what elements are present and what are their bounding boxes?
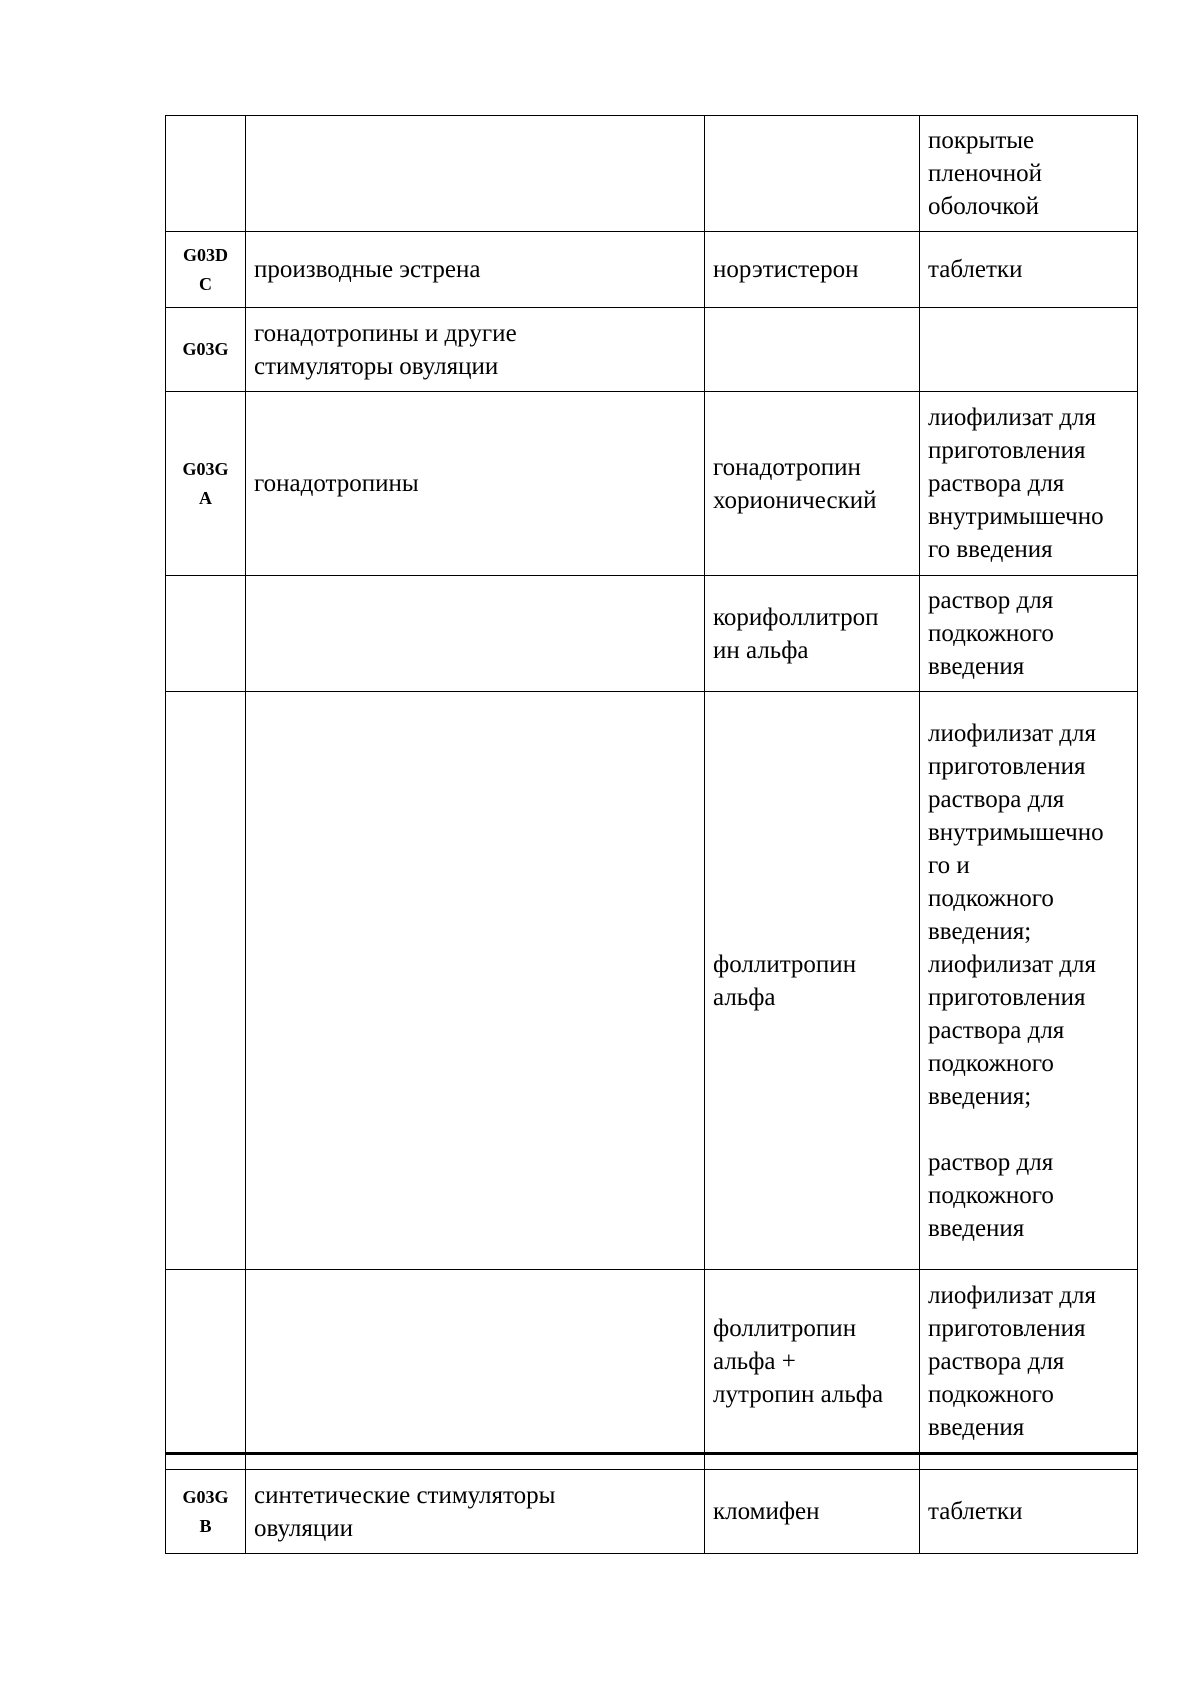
group-name-cell <box>246 116 705 232</box>
group-name-cell: гонадотропины <box>246 392 705 576</box>
drug-classification-table <box>165 115 1138 1554</box>
group-name-cell: производные эстрена <box>246 232 705 308</box>
group-name-cell: гонадотропины и другие стимуляторы овуляции <box>246 308 705 392</box>
atc-code-cell: G03G B <box>166 1470 246 1554</box>
table-row <box>166 1470 1138 1554</box>
table-row <box>166 692 1138 1270</box>
table-row <box>166 116 1138 232</box>
atc-code-cell <box>166 116 246 232</box>
table-row <box>166 392 1138 576</box>
table-row <box>166 308 1138 392</box>
substance-cell: фоллитропин альфа <box>705 692 920 1270</box>
dosage-form-cell: таблетки <box>920 232 1138 308</box>
table-row <box>166 576 1138 692</box>
dosage-form-cell <box>920 308 1138 392</box>
substance-cell: гонадотропин хорионический <box>705 392 920 576</box>
dosage-form-cell: раствор для подкожного введения <box>920 576 1138 692</box>
atc-code-cell: G03D C <box>166 232 246 308</box>
substance-cell: фоллитропин альфа + лутропин альфа <box>705 1270 920 1454</box>
dosage-form-cell: лиофилизат для приготовления раствора для внутримышечно го и подкожного введения; лиофилизат для приготовления раствора для подкожного введения; раствор для подкожного введения <box>920 692 1138 1270</box>
dosage-form-cell: таблетки <box>920 1470 1138 1554</box>
substance-cell: кломифен <box>705 1470 920 1554</box>
table-divider <box>166 1454 1138 1470</box>
table-row <box>166 232 1138 308</box>
dosage-form-cell: лиофилизат для приготовления раствора для внутримышечно го введения <box>920 392 1138 576</box>
substance-cell: норэтистерон <box>705 232 920 308</box>
atc-code-cell <box>166 576 246 692</box>
group-name-cell <box>246 692 705 1270</box>
atc-code-cell <box>166 692 246 1270</box>
atc-code-cell <box>166 1270 246 1454</box>
dosage-form-cell: лиофилизат для приготовления раствора для подкожного введения <box>920 1270 1138 1454</box>
group-name-cell: синтетические стимуляторы овуляции <box>246 1470 705 1554</box>
atc-code-cell: G03G A <box>166 392 246 576</box>
divider-cell <box>246 1454 705 1470</box>
table-row <box>166 1270 1138 1454</box>
dosage-form-cell: покрытые пленочной оболочкой <box>920 116 1138 232</box>
substance-cell: корифоллитроп ин альфа <box>705 576 920 692</box>
divider-cell <box>705 1454 920 1470</box>
divider-cell <box>166 1454 246 1470</box>
divider-cell <box>920 1454 1138 1470</box>
group-name-cell <box>246 576 705 692</box>
substance-cell <box>705 116 920 232</box>
substance-cell <box>705 308 920 392</box>
atc-code-cell: G03G <box>166 308 246 392</box>
group-name-cell <box>246 1270 705 1454</box>
